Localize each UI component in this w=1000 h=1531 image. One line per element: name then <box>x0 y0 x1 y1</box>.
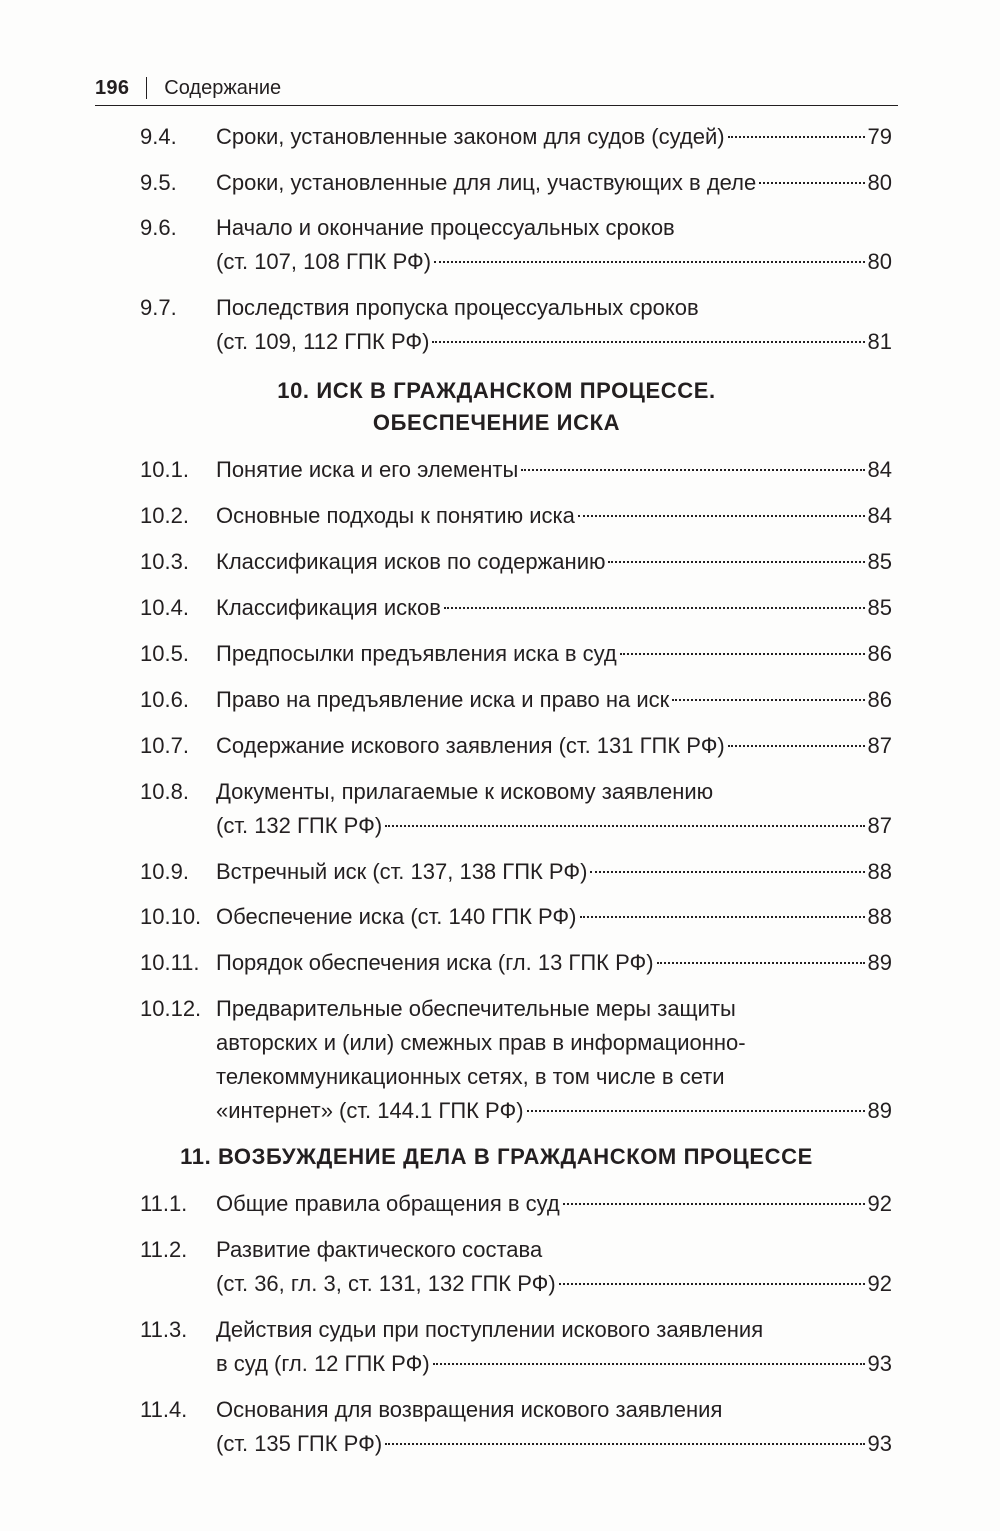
dot-leader <box>608 561 864 563</box>
entry-page: 86 <box>867 687 892 712</box>
entry-title-line: телекоммуникационных сетях, в том числе в сети <box>216 1064 725 1089</box>
dot-leader <box>527 1110 865 1112</box>
entry-title-line: (ст. 135 ГПК РФ) <box>216 1431 383 1456</box>
entry-number: 9.6. <box>140 215 177 240</box>
entry-page: 79 <box>867 124 892 149</box>
entry-title-line: Основания для возвращения искового заявления <box>216 1397 723 1422</box>
dot-leader <box>578 515 865 517</box>
entry-title: Обеспечение иска (ст. 140 ГПК РФ) <box>216 904 577 929</box>
entry-title: Предпосылки предъявления иска в суд <box>216 641 617 666</box>
dot-leader <box>433 1363 865 1365</box>
page-number: 196 <box>95 76 130 99</box>
entry-number: 9.5. <box>140 170 177 195</box>
entry-page: 81 <box>867 329 892 354</box>
entry-number: 10.8. <box>140 779 189 804</box>
section-heading-line: 11. ВОЗБУЖДЕНИЕ ДЕЛА В ГРАЖДАНСКОМ ПРОЦЕССЕ <box>180 1144 813 1169</box>
entry-page: 80 <box>867 249 892 274</box>
entry-title-line: (ст. 107, 108 ГПК РФ) <box>216 249 432 274</box>
entry-number: 10.9. <box>140 859 189 884</box>
entry-page: 85 <box>867 549 892 574</box>
entry-page: 92 <box>867 1271 892 1296</box>
entry-page: 89 <box>867 1098 892 1123</box>
entry-number: 10.11. <box>140 950 200 975</box>
entry-page: 86 <box>867 641 892 666</box>
entry-number: 10.1. <box>140 457 189 482</box>
entry-number: 11.2. <box>140 1237 188 1262</box>
dot-leader <box>657 962 865 964</box>
entry-title: Основные подходы к понятию иска <box>216 503 575 528</box>
entry-number: 9.7. <box>140 295 177 320</box>
entry-number: 10.10. <box>140 904 202 929</box>
entry-title-line: Действия судьи при поступлении искового заявления <box>216 1317 764 1342</box>
dot-leader <box>385 1443 864 1445</box>
dot-leader <box>559 1283 865 1285</box>
entry-page: 93 <box>867 1351 892 1376</box>
entry-title: Сроки, установленные законом для судов (судей) <box>216 124 725 149</box>
entry-title: Порядок обеспечения иска (гл. 13 ГПК РФ) <box>216 950 654 975</box>
dot-leader <box>521 469 864 471</box>
entry-title-line: в суд (гл. 12 ГПК РФ) <box>216 1351 430 1376</box>
section-heading-line: ОБЕСПЕЧЕНИЕ ИСКА <box>372 410 621 435</box>
entry-title-line: авторских и (или) смежных прав в информационно- <box>216 1030 746 1055</box>
dot-leader <box>672 699 864 701</box>
dot-leader <box>432 341 864 343</box>
section-heading-line: 10. ИСК В ГРАЖДАНСКОМ ПРОЦЕССЕ. <box>277 378 716 403</box>
entry-page: 80 <box>867 170 892 195</box>
dot-leader <box>590 871 864 873</box>
entry-title-line: (ст. 36, гл. 3, ст. 131, 132 ГПК РФ) <box>216 1271 556 1296</box>
dot-leader <box>728 745 865 747</box>
entry-title-line: Предварительные обеспечительные меры защиты <box>216 996 736 1021</box>
entry-title: Право на предъявление иска и право на иск <box>216 687 670 712</box>
entry-title: Встречный иск (ст. 137, 138 ГПК РФ) <box>216 859 588 884</box>
entry-page: 93 <box>867 1431 892 1456</box>
section-heading-10[interactable] <box>95 375 898 439</box>
entry-page: 84 <box>867 503 892 528</box>
entry-page: 89 <box>867 950 892 975</box>
dot-leader <box>563 1203 865 1205</box>
entry-page: 92 <box>867 1191 892 1216</box>
entry-page: 84 <box>867 457 892 482</box>
dot-leader <box>434 261 864 263</box>
dot-leader <box>385 825 864 827</box>
entry-title: Сроки, установленные для лиц, участвующих в деле <box>216 170 757 195</box>
entry-number: 10.12. <box>140 996 202 1021</box>
entry-title: Понятие иска и его элементы <box>216 457 519 482</box>
entry-number: 10.5. <box>140 641 189 666</box>
dot-leader <box>728 136 865 138</box>
entry-number: 10.3. <box>140 549 189 574</box>
entry-page: 85 <box>867 595 892 620</box>
dot-leader <box>444 607 865 609</box>
dot-leader <box>580 916 865 918</box>
entry-title-line: (ст. 109, 112 ГПК РФ) <box>216 329 430 354</box>
entry-number: 11.4. <box>140 1397 188 1422</box>
entry-title-line: Последствия пропуска процессуальных сроков <box>216 295 699 320</box>
entry-title-line: Развитие фактического состава <box>216 1237 543 1262</box>
entry-number: 10.7. <box>140 733 189 758</box>
entry-title-line: Начало и окончание процессуальных сроков <box>216 215 675 240</box>
entry-number: 10.4. <box>140 595 189 620</box>
entry-title: Содержание искового заявления (ст. 131 ГПК РФ) <box>216 733 725 758</box>
entry-title-line: (ст. 132 ГПК РФ) <box>216 813 383 838</box>
dot-leader <box>759 182 864 184</box>
section-heading-11[interactable] <box>95 1141 898 1173</box>
entry-number: 10.6. <box>140 687 189 712</box>
dot-leader <box>620 653 865 655</box>
entry-title: Общие правила обращения в суд <box>216 1191 560 1216</box>
entry-title-line: «интернет» (ст. 144.1 ГПК РФ) <box>216 1098 524 1123</box>
entry-page: 87 <box>867 813 892 838</box>
entry-title-line: Документы, прилагаемые к исковому заявлению <box>216 779 714 804</box>
entry-number: 11.3. <box>140 1317 188 1342</box>
entry-page: 88 <box>867 904 892 929</box>
entry-page: 87 <box>867 733 892 758</box>
entry-number: 11.1. <box>140 1191 188 1216</box>
entry-number: 9.4. <box>140 124 177 149</box>
entry-page: 88 <box>867 859 892 884</box>
entry-number: 10.2. <box>140 503 189 528</box>
entry-title: Классификация исков <box>216 595 441 620</box>
running-title: Содержание <box>164 76 282 99</box>
entry-title: Классификация исков по содержанию <box>216 549 606 574</box>
